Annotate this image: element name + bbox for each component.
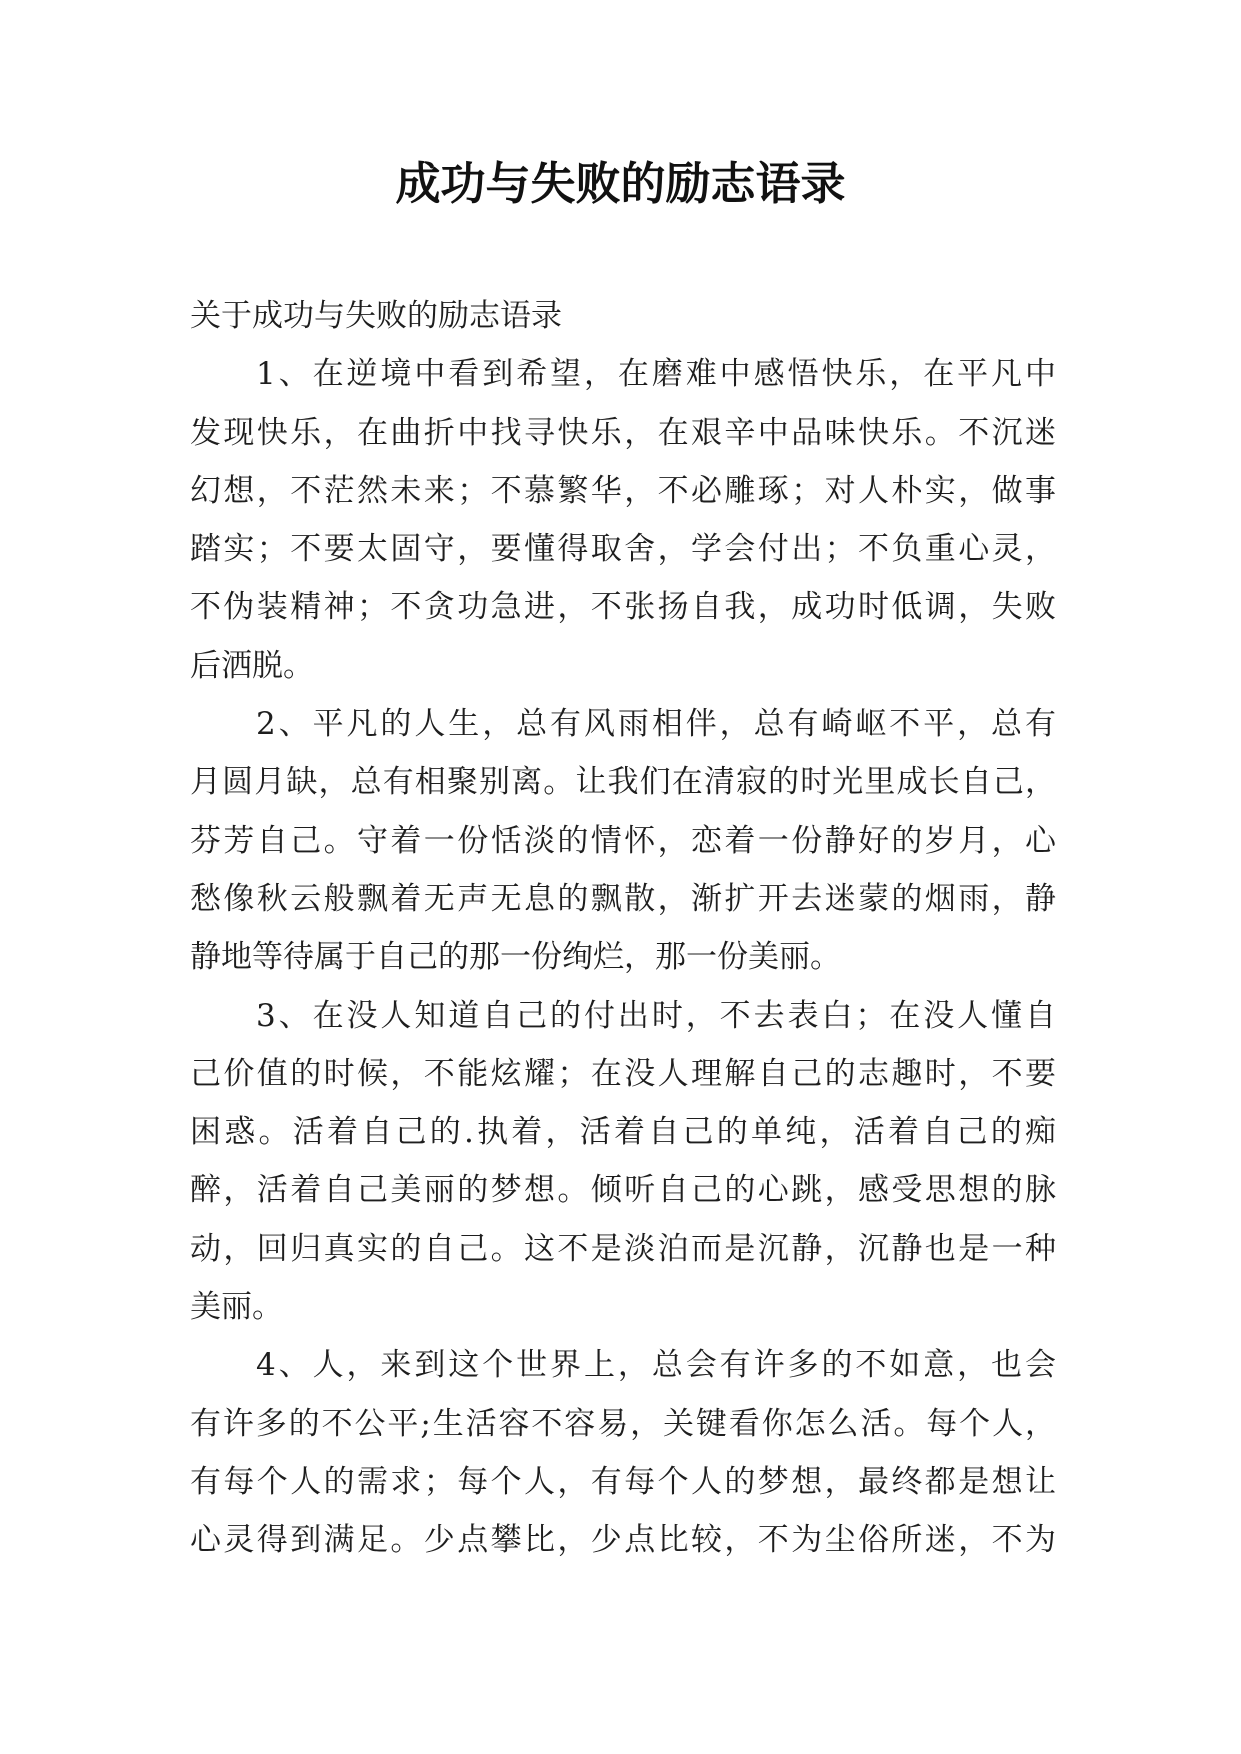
paragraph-2 xyxy=(190,695,1056,986)
paragraph-line: 月圆月缺，总有相聚别离。让我们在清寂的时光里成长自己， xyxy=(190,764,1056,801)
paragraph-1 xyxy=(190,345,1056,695)
paragraph-line: 愁像秋云般飘着无声无息的飘散，渐扩开去迷蒙的烟雨，静 xyxy=(190,880,1056,917)
paragraph-3 xyxy=(190,987,1056,1337)
paragraph-line: 幻想，不茫然未来；不慕繁华，不必雕琢；对人朴实，做事 xyxy=(190,472,1056,509)
paragraph-line: 踏实；不要太固守，要懂得取舍，学会付出；不负重心灵， xyxy=(190,531,1056,568)
paragraph-line: 后洒脱。 xyxy=(190,647,314,684)
paragraph-line: 动，回归真实的自己。这不是淡泊而是沉静，沉静也是一种 xyxy=(190,1230,1056,1267)
paragraph-line: 芬芳自己。守着一份恬淡的情怀，恋着一份静好的岁月，心 xyxy=(190,822,1056,859)
document-body xyxy=(190,287,1056,1570)
intro-line: 关于成功与失败的励志语录 xyxy=(190,298,562,334)
paragraph-line: 静地等待属于自己的那一份绚烂，那一份美丽。 xyxy=(190,939,841,976)
paragraph-line: 心灵得到满足。少点攀比，少点比较，不为尘俗所迷，不为 xyxy=(190,1522,1056,1559)
paragraph-line: 发现快乐，在曲折中找寻快乐，在艰辛中品味快乐。不沉迷 xyxy=(190,414,1056,451)
document-title: 成功与失败的励志语录 xyxy=(395,157,846,210)
paragraph-line: 美丽。 xyxy=(190,1289,283,1326)
paragraph-line: 有每个人的需求；每个人，有每个人的梦想，最终都是想让 xyxy=(190,1463,1056,1500)
paragraph-line: 1、在逆境中看到希望，在磨难中感悟快乐，在平凡中 xyxy=(256,356,1056,393)
paragraph-line: 2、平凡的人生，总有风雨相伴，总有崎岖不平，总有 xyxy=(256,706,1056,743)
paragraph-line: 己价值的时候，不能炫耀；在没人理解自己的志趣时，不要 xyxy=(190,1055,1056,1092)
paragraph-4 xyxy=(190,1336,1056,1569)
paragraph-line: 困惑。活着自己的.执着，活着自己的单纯，活着自己的痴 xyxy=(190,1114,1056,1151)
paragraph-line: 4、人，来到这个世界上，总会有许多的不如意，也会 xyxy=(256,1347,1056,1384)
paragraph-line: 醉，活着自己美丽的梦想。倾听自己的心跳，感受思想的脉 xyxy=(190,1172,1056,1209)
paragraph-line: 不伪装精神；不贪功急进，不张扬自我，成功时低调，失败 xyxy=(190,589,1056,626)
paragraph-line: 有许多的不公平;生活容不容易，关键看你怎么活。每个人， xyxy=(190,1405,1056,1442)
paragraph-line: 3、在没人知道自己的付出时，不去表白；在没人懂自 xyxy=(256,997,1056,1034)
